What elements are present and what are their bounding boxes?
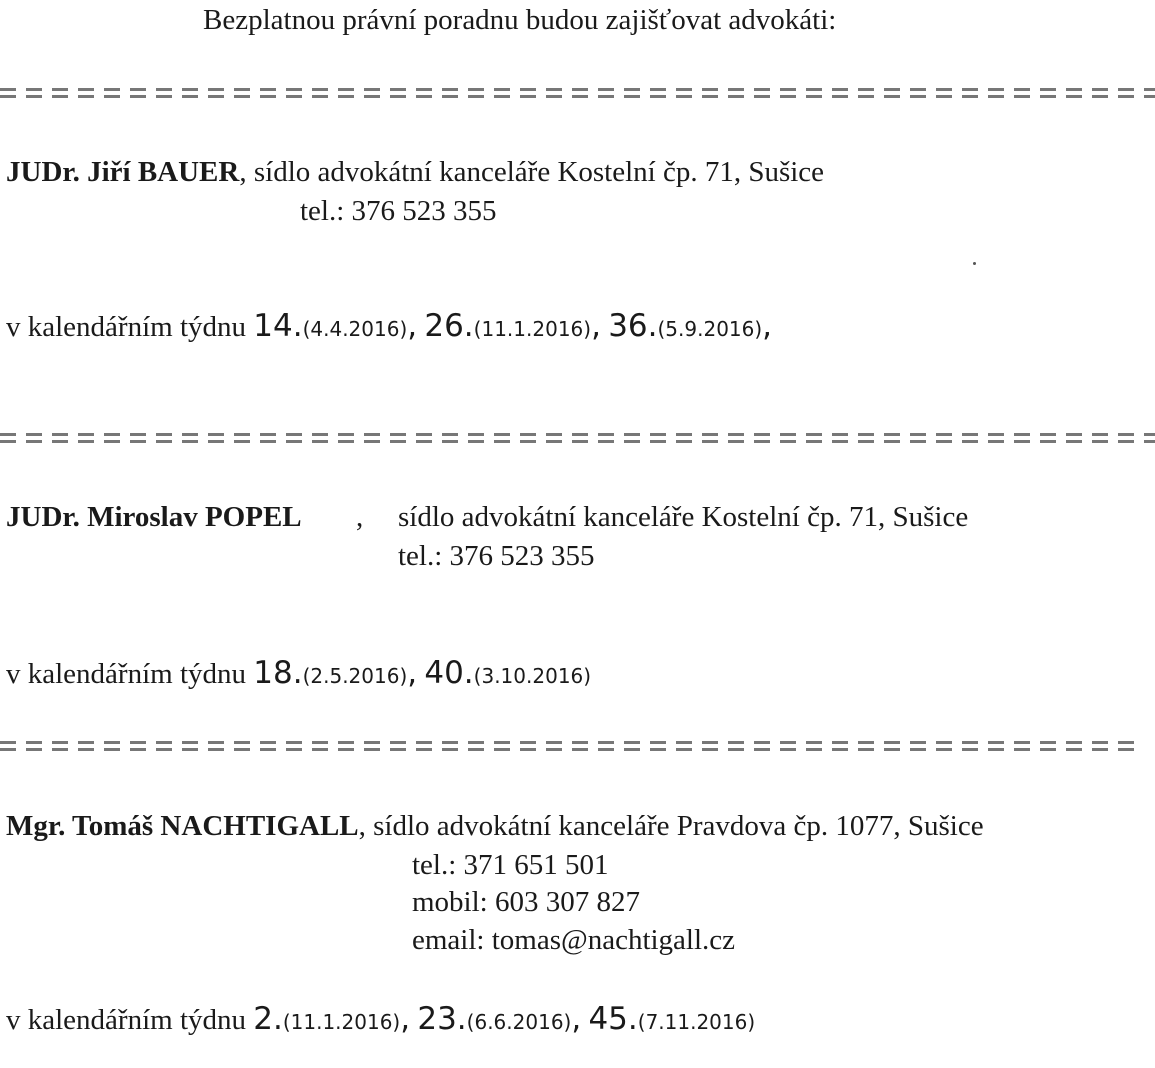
week-date: (6.6.2016) <box>466 1010 572 1034</box>
lawyer-name-comma: , <box>356 501 364 533</box>
week-number: 14. <box>253 308 303 344</box>
scan-speck <box>973 262 976 265</box>
week-number: 18. <box>253 655 303 691</box>
week-date: (11.1.2016) <box>473 317 592 341</box>
page-heading: Bezplatnou právní poradnu budou zajišťovat advokáti: <box>203 4 837 36</box>
week-separator: , <box>571 1001 582 1037</box>
week-separator: , <box>400 1001 411 1037</box>
lawyer-phone: tel.: 376 523 355 <box>300 195 497 227</box>
week-number: 26. <box>424 308 474 344</box>
lawyer-mobile: mobil: 603 307 827 <box>412 886 640 918</box>
week-number: 36. <box>608 308 658 344</box>
week-prefix: v kalendářním týdnu <box>6 658 247 690</box>
lawyer-phone: tel.: 376 523 355 <box>398 540 595 572</box>
week-separator: , <box>591 308 601 344</box>
week-separator: , <box>407 655 418 691</box>
lawyer-entry-bauer <box>6 156 824 189</box>
separator-line <box>0 741 1140 744</box>
week-date: (7.11.2016) <box>637 1010 756 1034</box>
week-date: (5.9.2016) <box>657 317 763 341</box>
week-number: 40. <box>424 655 474 691</box>
lawyer-entry-nachtigall <box>6 810 984 843</box>
week-date: (11.1.2016) <box>282 1010 401 1034</box>
lawyer-address: , sídlo advokátní kanceláře Pravdova čp. 1077, Sušice <box>358 810 984 842</box>
consultation-weeks <box>6 655 591 691</box>
week-date: (3.10.2016) <box>473 664 592 688</box>
week-separator: , <box>762 308 773 344</box>
week-number: 2. <box>253 1001 283 1037</box>
lawyer-address: , sídlo advokátní kanceláře Kostelní čp. 71, Sušice <box>239 156 825 188</box>
separator-line <box>0 88 1155 91</box>
consultation-weeks <box>6 308 772 344</box>
consultation-weeks <box>6 1001 755 1037</box>
separator-line <box>0 433 1155 436</box>
week-date: (2.5.2016) <box>302 664 408 688</box>
lawyer-address: sídlo advokátní kanceláře Kostelní čp. 71, Sušice <box>398 501 969 533</box>
week-prefix: v kalendářním týdnu <box>6 1004 247 1036</box>
week-date: (4.4.2016) <box>302 317 408 341</box>
lawyer-name: JUDr. Jiří BAUER <box>6 156 240 188</box>
week-prefix: v kalendářním týdnu <box>6 311 247 343</box>
week-number: 23. <box>417 1001 467 1037</box>
lawyer-name: Mgr. Tomáš NACHTIGALL <box>6 810 359 842</box>
lawyer-phone: tel.: 371 651 501 <box>412 849 609 881</box>
week-number: 45. <box>588 1001 638 1037</box>
week-separator: , <box>407 308 418 344</box>
lawyer-email: email: tomas@nachtigall.cz <box>412 924 736 956</box>
lawyer-name: JUDr. Miroslav POPEL <box>6 501 302 533</box>
